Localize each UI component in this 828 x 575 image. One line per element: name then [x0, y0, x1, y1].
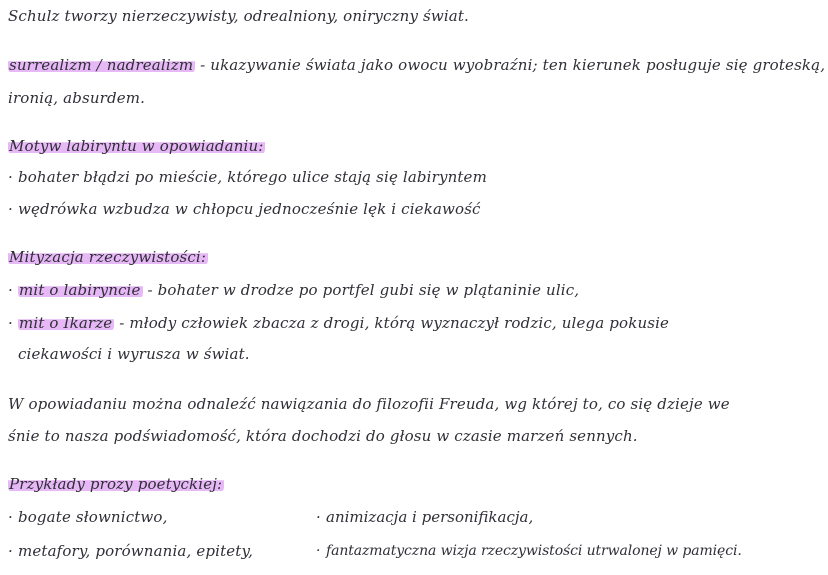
bullet-icon: ·: [316, 543, 321, 559]
labirynt-item-1: [8, 167, 487, 187]
proza-left-text: bogate słownictwo,: [18, 508, 168, 526]
labirynt-item-2: [8, 199, 481, 219]
proza-right-text: fantazmatyczna wizja rzeczywistości utrwalonej w pamięci.: [326, 543, 742, 559]
labirynt-item-text: bohater błądzi po mieście, którego ulice stają się labiryntem: [18, 168, 487, 186]
bullet-icon: ·: [8, 508, 13, 526]
surrealizm-term: surrealizm / nadrealizm: [9, 56, 194, 74]
mityzacja-item-2-text-end: ciekawości i wyrusza w świat.: [18, 345, 250, 363]
bullet-icon: ·: [316, 508, 321, 526]
labirynt-heading-line: [8, 136, 265, 156]
mityzacja-item-1-text: - bohater w drodze po portfel gubi się w plątaninie ulic,: [142, 281, 580, 299]
mityzacja-heading-line: [8, 247, 208, 267]
freud-line-1: [8, 394, 730, 414]
freud-text-1: W opowiadaniu można odnaleźć nawiązania do filozofii Freuda, wg której to, co się dzieje we: [8, 395, 730, 413]
bullet-icon: ·: [8, 314, 13, 332]
bullet-icon: ·: [8, 542, 13, 560]
proza-right-text: animizacja i personifikacja,: [326, 508, 534, 526]
freud-line-2: [8, 426, 638, 446]
freud-text-2: śnie to nasza podświadomość, która dochodzi do głosu w czasie marzeń sennych.: [8, 427, 638, 445]
surrealizm-definition-end: ironią, absurdem.: [8, 89, 146, 107]
mityzacja-heading: Mityzacja rzeczywistości:: [9, 248, 207, 266]
mityzacja-item-2: [8, 313, 669, 333]
proza-left-text: metafory, porównania, epitety,: [18, 542, 254, 560]
mityzacja-item-2-term: mit o Ikarze: [19, 314, 113, 332]
proza-right-item-2: [316, 541, 742, 561]
proza-heading-line: [8, 474, 224, 494]
labirynt-heading: Motyw labiryntu w opowiadaniu:: [9, 137, 264, 155]
proza-right-item-1: [316, 507, 533, 527]
labirynt-item-text: wędrówka wzbudza w chłopcu jednocześnie lęk i ciekawość: [18, 200, 481, 218]
proza-heading: Przykłady prozy poetyckiej:: [9, 475, 223, 493]
surrealizm-definition: - ukazywanie świata jako owocu wyobraźni; ten kierunek posługuje się groteską,: [195, 56, 826, 74]
mityzacja-item-1: [8, 280, 579, 300]
bullet-icon: ·: [8, 200, 13, 218]
intro-text: Schulz tworzy nierzeczywisty, odrealniony, oniryczny świat.: [8, 7, 469, 25]
mityzacja-item-1-term: mit o labiryncie: [19, 281, 141, 299]
mityzacja-item-2-continued: [18, 344, 250, 364]
bullet-icon: ·: [8, 168, 13, 186]
proza-left-item-2: [8, 541, 253, 561]
surrealizm-line-continued: [8, 88, 145, 108]
bullet-icon: ·: [8, 281, 13, 299]
surrealizm-line: [8, 55, 825, 75]
intro-line: [8, 6, 469, 26]
proza-left-item-1: [8, 507, 168, 527]
mityzacja-item-2-text: - młody człowiek zbacza z drogi, którą wyznaczył rodzic, ulega pokusie: [114, 314, 670, 332]
